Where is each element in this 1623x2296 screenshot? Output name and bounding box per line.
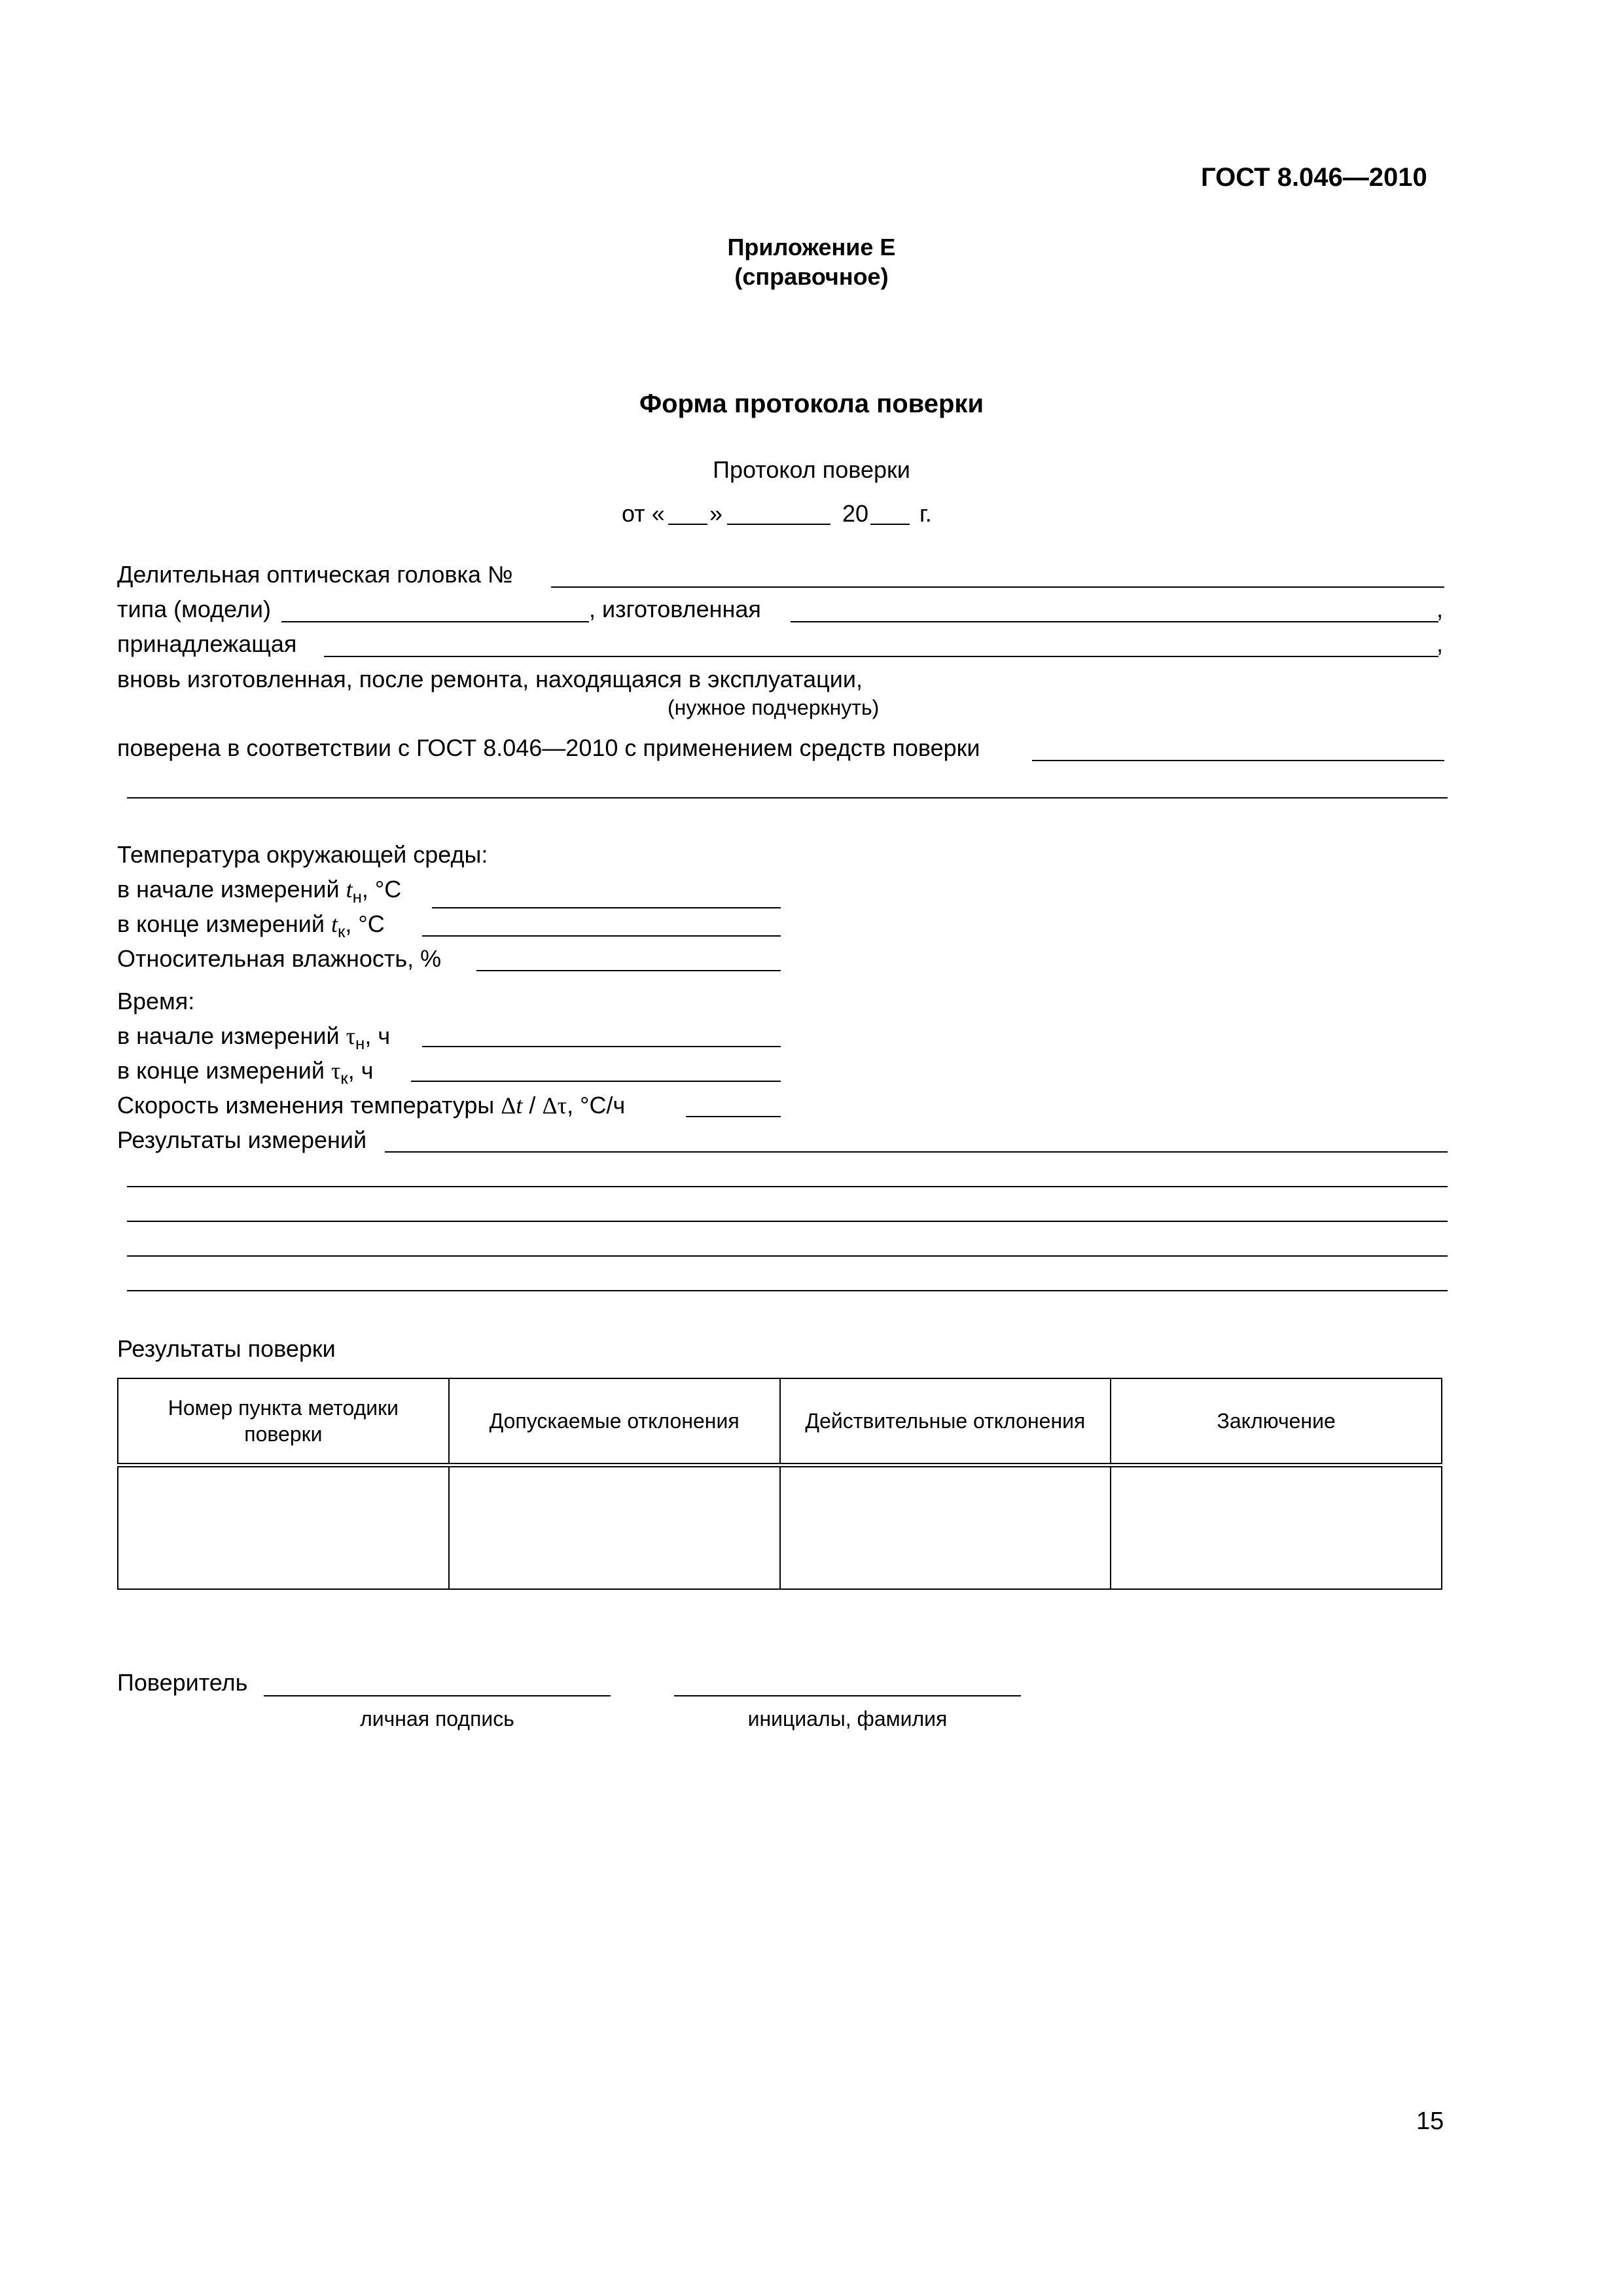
cell-actual-deviation[interactable] xyxy=(780,1465,1111,1590)
results-header-row xyxy=(118,1378,1442,1465)
time-end-blank xyxy=(411,1081,781,1082)
protocol-title: Протокол поверки xyxy=(713,456,910,483)
humidity-blank xyxy=(476,970,781,971)
time-start-subscript: н xyxy=(355,1034,365,1053)
time-end-subscript: к xyxy=(340,1069,348,1088)
rate-text: Скорость изменения температуры xyxy=(117,1092,501,1119)
temp-start-symbol: t xyxy=(346,876,353,903)
time-start-symbol: τ xyxy=(346,1023,356,1049)
date-mid: » xyxy=(709,500,723,527)
col-method-item: Номер пункта методики поверки xyxy=(118,1378,449,1465)
type-model-blank xyxy=(281,621,589,622)
verification-means-blank-2 xyxy=(127,797,1448,798)
cell-allowed-deviation[interactable] xyxy=(449,1465,780,1590)
date-prefix: от « xyxy=(622,500,665,527)
time-end-symbol: τ xyxy=(330,1058,341,1084)
page-number: 15 xyxy=(1416,2108,1444,2135)
head-number-blank xyxy=(551,586,1444,588)
name-blank xyxy=(674,1695,1021,1696)
date-year-prefix: 20 xyxy=(842,500,869,527)
time-start-text: в начале измерений xyxy=(117,1022,346,1049)
underline-note: (нужное подчеркнуть) xyxy=(668,696,880,719)
form-title: Форма протокола поверки xyxy=(639,389,984,418)
time-heading: Время: xyxy=(117,988,195,1014)
temp-end-text: в конце измерений xyxy=(117,910,331,937)
time-start-unit: , ч xyxy=(365,1022,391,1049)
rate-delta-1: Δ xyxy=(501,1092,516,1119)
owner-blank xyxy=(324,656,1438,657)
col-allowed-deviation: Допускаемые отклонения xyxy=(449,1378,780,1465)
standard-number: ГОСТ 8.046—2010 xyxy=(1201,163,1427,192)
manufacturer-blank xyxy=(791,621,1438,622)
manufactured-label: , изготовленная xyxy=(589,596,761,622)
signature-blank xyxy=(264,1695,611,1696)
temp-end-blank xyxy=(422,935,781,937)
rate-t-symbol: t xyxy=(516,1092,523,1119)
belongs-label: принадлежащая xyxy=(117,630,297,657)
status-options: вновь изготовленная, после ремонта, находящаяся в эксплуатации, xyxy=(117,666,863,692)
measurements-label: Результаты измерений xyxy=(117,1126,367,1153)
cell-method-item[interactable] xyxy=(118,1465,449,1590)
time-start-blank xyxy=(422,1046,781,1047)
appendix-title: Приложение Е xyxy=(727,234,896,260)
date-year-blank xyxy=(870,524,910,525)
rate-delta-2: Δτ xyxy=(542,1092,567,1119)
temp-start-label xyxy=(117,876,402,906)
rate-blank xyxy=(686,1116,781,1117)
ambient-temp-heading: Температура окружающей среды: xyxy=(117,841,488,868)
temp-end-label xyxy=(117,910,385,941)
appendix-subtitle: (справочное) xyxy=(734,263,889,290)
time-start-label xyxy=(117,1022,391,1053)
time-end-label xyxy=(117,1057,374,1088)
measurements-blank-3 xyxy=(127,1221,1448,1222)
temp-start-blank xyxy=(432,907,781,908)
measurements-blank-5 xyxy=(127,1290,1448,1291)
temp-end-unit: , °С xyxy=(345,910,385,937)
col-conclusion: Заключение xyxy=(1111,1378,1442,1465)
rate-unit: , °С/ч xyxy=(567,1092,626,1119)
table-row xyxy=(118,1465,1442,1590)
comma-2: , xyxy=(1436,630,1444,657)
verifier-label: Поверитель xyxy=(117,1669,248,1696)
date-day-blank xyxy=(668,524,707,525)
date-suffix: г. xyxy=(919,500,932,527)
cell-conclusion[interactable] xyxy=(1111,1465,1442,1590)
name-caption: инициалы, фамилия xyxy=(747,1707,948,1731)
temp-start-subscript: н xyxy=(352,888,362,906)
measurements-blank-1 xyxy=(385,1151,1448,1153)
results-table xyxy=(117,1378,1442,1590)
type-model-label: типа (модели) xyxy=(117,596,272,622)
rate-label xyxy=(117,1094,625,1117)
col-actual-deviation: Действительные отклонения xyxy=(780,1378,1111,1465)
rate-slash: / xyxy=(522,1092,543,1119)
verified-label: поверена в соответствии с ГОСТ 8.046—2010 с применением средств поверки xyxy=(117,734,980,761)
measurements-blank-4 xyxy=(127,1255,1448,1257)
measurements-blank-2 xyxy=(127,1186,1448,1187)
temp-start-unit: , °С xyxy=(361,876,402,903)
head-number-label: Делительная оптическая головка № xyxy=(117,561,513,588)
temp-start-text: в начале измерений xyxy=(117,876,346,903)
humidity-label: Относительная влажность, % xyxy=(117,945,442,972)
temp-end-symbol: t xyxy=(330,911,338,937)
time-end-text: в конце измерений xyxy=(117,1057,331,1084)
time-end-unit: , ч xyxy=(348,1057,374,1084)
verification-means-blank xyxy=(1032,760,1444,761)
temp-end-subscript: к xyxy=(337,922,346,941)
comma-1: , xyxy=(1436,596,1444,622)
results-title: Результаты поверки xyxy=(117,1335,336,1362)
date-month-blank xyxy=(727,524,830,525)
signature-caption: личная подпись xyxy=(360,1707,514,1731)
